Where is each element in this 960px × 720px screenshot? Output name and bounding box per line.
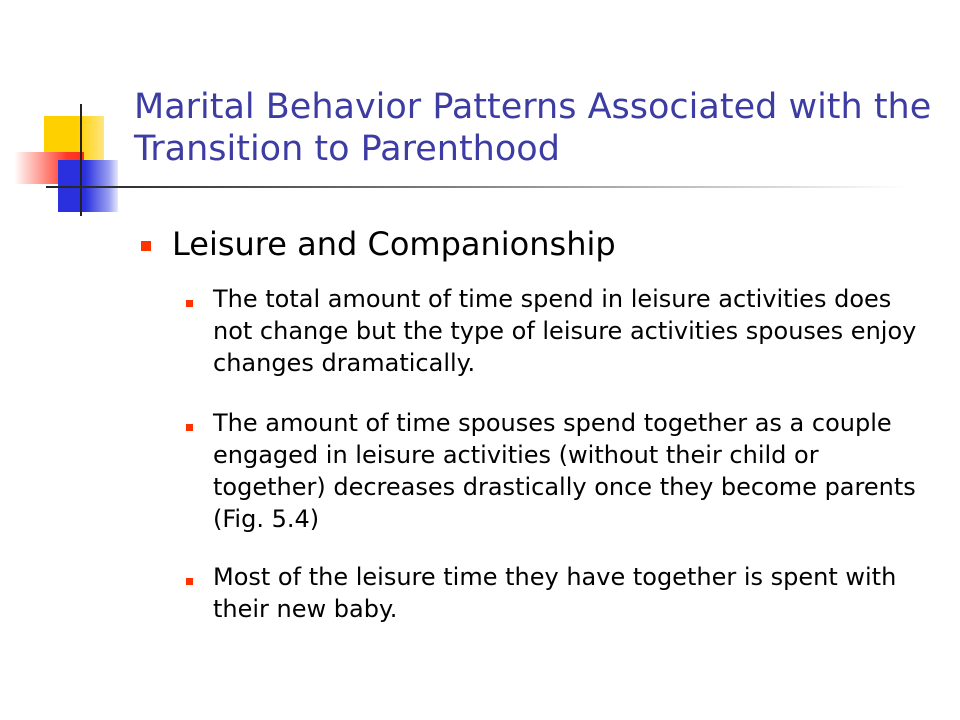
bullet-text-2: The amount of time spouses spend together as a couple engaged in leisure activities (without their child or together) decreases drastically once they become parents (Fig. 5.4) xyxy=(213,409,916,533)
square-bullet-icon xyxy=(186,578,193,585)
square-bullet-icon xyxy=(141,241,151,251)
slide-title: Marital Behavior Patterns Associated with the Transition to Parenthood xyxy=(134,87,932,169)
logo-vertical-line xyxy=(80,104,82,216)
bullet-text-1: The total amount of time spend in leisure activities does not change but the type of leisure activities spouses enjoy changes dramatically. xyxy=(213,285,917,377)
square-bullet-icon xyxy=(186,424,193,431)
section-heading: Leisure and Companionship xyxy=(172,225,616,263)
bullet-text-3: Most of the leisure time they have together is spent with their new baby. xyxy=(213,563,897,623)
title-underline xyxy=(46,186,906,188)
square-bullet-icon xyxy=(186,300,193,307)
